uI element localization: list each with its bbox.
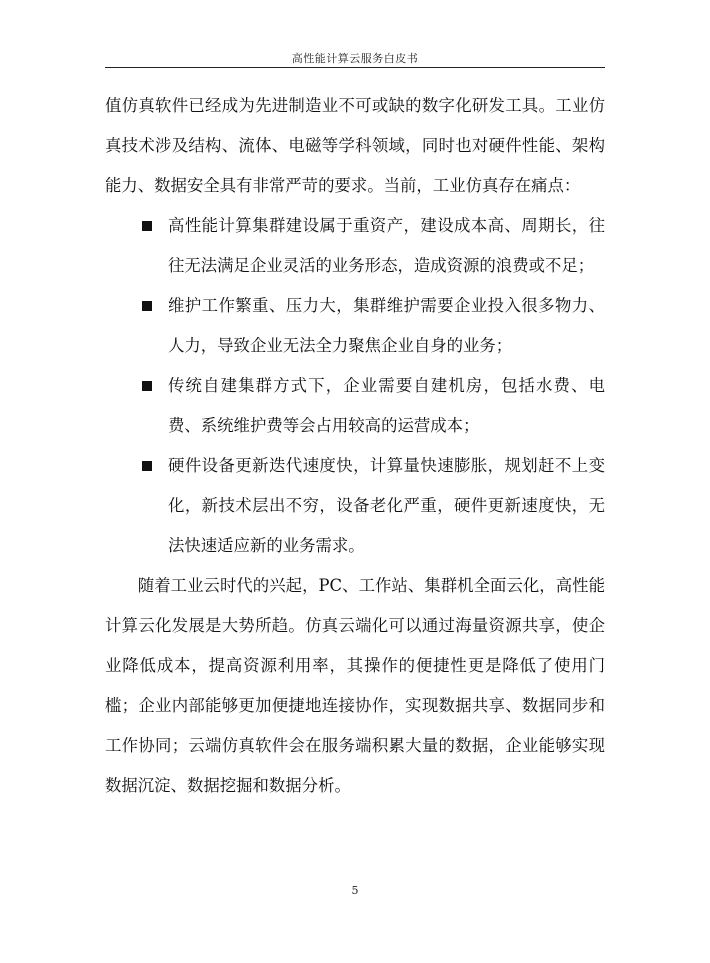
pain-point-text: 传统自建集群方式下，企业需要自建机房，包括水费、电费、系统维护费等会占用较高的运营成本； [168,376,605,435]
pain-point-item [105,286,605,366]
square-bullet-icon [142,461,152,471]
intro-paragraph: 值仿真软件已经成为先进制造业不可或缺的数字化研发工具。工业仿真技术涉及结构、流体、电磁等学科领域，同时也对硬件性能、架构能力、数据安全具有非常严苛的要求。当前，工业仿真存在痛点： [105,96,605,195]
square-bullet-icon [142,381,152,391]
conclusion-paragraph: 随着工业云时代的兴起，PC、工作站、集群机全面云化，高性能计算云化发展是大势所趋。仿真云端化可以通过海量资源共享，使企业降低成本，提高资源利用率，其操作的便捷性更是降低了使用门槛；企业内部能够更加便捷地连接协作，实现数据共享、数据同步和工作协同；云端仿真软件会在服务端积累大量的数据，企业能够实现数据沉淀、数据挖掘和数据分析。 [105,576,605,795]
pain-point-text: 维护工作繁重、压力大，集群维护需要企业投入很多物力、人力，导致企业无法全力聚焦企业自身的业务； [168,296,605,355]
pain-point-item [105,446,605,566]
page-body [105,86,605,806]
square-bullet-icon [142,221,152,231]
pain-point-text: 高性能计算集群建设属于重资产，建设成本高、周期长，往往无法满足企业灵活的业务形态，造成资源的浪费或不足； [168,216,605,275]
pain-point-item [105,366,605,446]
header-divider [105,67,605,68]
pain-point-list [105,206,605,566]
pain-point-item [105,206,605,286]
square-bullet-icon [142,301,152,311]
page-header-title: 高性能计算云服务白皮书 [291,52,419,65]
pain-point-text: 硬件设备更新迭代速度快，计算量快速膨胀，规划赶不上变化，新技术层出不穷，设备老化严重，硬件更新速度快，无法快速适应新的业务需求。 [168,456,605,555]
page-number: 5 [351,884,359,897]
